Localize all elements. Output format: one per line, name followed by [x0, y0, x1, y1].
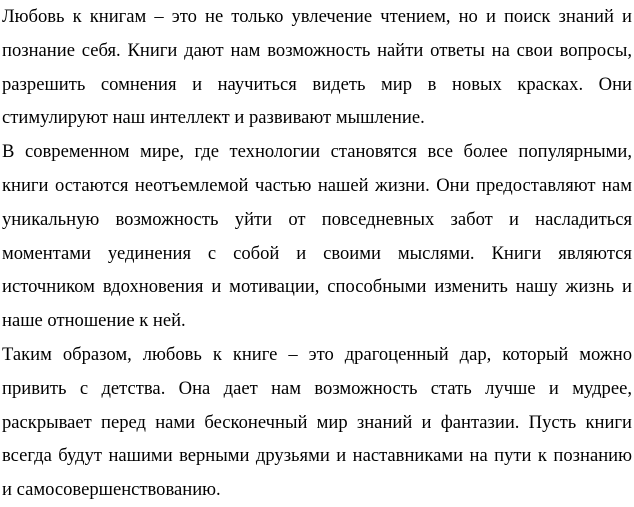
text-line: источником вдохновения и мотивации, способными изменить нашу жизнь и — [2, 276, 632, 298]
text-line: привить с детства. Она дает нам возможность стать лучше и мудрее, — [2, 377, 632, 399]
text-line: книги остаются неотъемлемой частью нашей жизни. Они предоставляют нам — [2, 174, 632, 196]
text-line: познание себя. Книги дают нам возможность найти ответы на свои вопросы, — [2, 39, 632, 61]
text-line: моментами уединения с собой и своими мыслями. Книги являются — [2, 242, 632, 264]
text-line: Любовь к книгам – это не только увлечение чтением, но и поиск знаний и — [2, 6, 632, 27]
text-line: стимулируют наш интеллект и развивают мышление. — [2, 107, 425, 129]
document-page — [2, 0, 632, 507]
text-line: всегда будут нашими верными друзьями и наставниками на пути к познанию — [2, 445, 632, 467]
text-line: Таким образом, любовь к книге – это драгоценный дар, который можно — [2, 343, 632, 365]
paragraph-2 — [2, 135, 632, 338]
text-line: раскрывает перед нами бесконечный мир знаний и фантазии. Пусть книги — [2, 411, 632, 433]
text-line: разрешить сомнения и научиться видеть мир в новых красках. Они — [2, 73, 632, 95]
text-line: наше отношение к ней. — [2, 310, 186, 332]
text-line: В современном мире, где технологии становятся все более популярными, — [2, 141, 632, 163]
text-line: и самосовершенствованию. — [2, 479, 221, 501]
text-line: уникальную возможность уйти от повседневных забот и насладиться — [2, 208, 632, 230]
paragraph-1 — [2, 0, 632, 135]
